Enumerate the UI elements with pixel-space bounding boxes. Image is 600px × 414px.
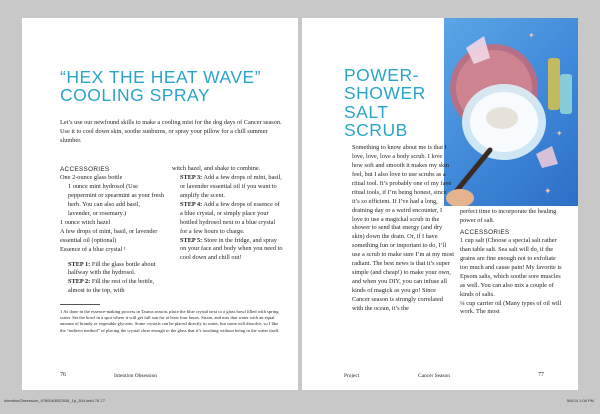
accessories-heading: ACCESSORIES (460, 228, 510, 236)
step-3 (172, 174, 284, 201)
cooling-spray-intro: Let’s use our newfound skills to make a cooling mist for the dog days of Cancer season. Use it to cool down skin, soothe sunburns, or spray your pillow for a chill summer slumber. (60, 119, 282, 145)
step-4-label: STEP 4: (180, 200, 203, 208)
step-2-label: STEP 2: (68, 278, 91, 286)
ingredient-item: 1 cup salt (Choose a special salt rather than table salt. Sea salt will do, if the grains are fine enough not to exfoliate too much and cause pain! My favorite is Epsom salts, which soothe sore muscles as well. You can also mix a couple of kinds of salts. (460, 236, 562, 298)
right-column-2 (460, 208, 564, 317)
step-3-label: STEP 3: (180, 173, 203, 181)
step-2-text: Fill the rest of the bottle, almost to the top, with (68, 278, 155, 295)
left-column-2 (172, 165, 284, 263)
right-column-1 (344, 144, 454, 314)
svg-text:✦: ✦ (556, 129, 563, 138)
ingredient-item: Essence of a blue crystal ¹ (60, 245, 126, 253)
salt-scrub-body: Something to know about me is that I love, love, love a body scrub. I love how soft and smooth it makes my skin feel, but I also love to use scrubs as a ritual tool. It’s probably one of my fave ritual tools, if I’m being honest, since it’s so efficient. If I’ve had a long, draining day or a weird encounter, I love to use a magickal scrub in the shower to send that energy (and dry skin) down the drain. Or, if I have something fun or important to do, I’ll use a scrub to make sure I’m at my most radiant. The best news is that it’s super simple (and cheap!) to make your own, and when you DIY, you can infuse all kinds of magick as you go! Since Cancer season is strongly correlated with the ocean, it’s the (352, 144, 454, 312)
step-2 (60, 278, 164, 296)
ingredient-item: 1 ounce mint hydrosol (Use peppermint or spearmint as your fresh herb. You can also add basil, lavender, or rosemary.) (68, 183, 164, 217)
step-4-text: Add a few drops of essence of a blue crystal, or simply place your bottled hydrosol next to a blue crystal for a few hours to charge. (180, 200, 280, 235)
accessories-heading: ACCESSORIES (60, 166, 110, 173)
running-foot-left: Intention Obsession (114, 373, 157, 379)
running-foot-project: Project (344, 373, 360, 379)
step-4 (172, 201, 284, 237)
step-5-text: Store in the fridge, and spray on your face and body when you need to cool down and chill out! (180, 236, 283, 262)
ingredient-item: A few drops of mint, basil, or lavender essential oil (optional) (60, 227, 158, 244)
step-2-continued: witch hazel, and shake to combine. (172, 165, 261, 172)
step-1 (60, 261, 164, 279)
svg-text:✦: ✦ (528, 31, 535, 40)
footnote: 1 As done in the essence-making process in Taurus season, place the blue crystal next to a glass bowl filled with spring water. Set the bowl in a spot where it will get full sun for at least four hours. Strain, and mix that water with an equal amount of brandy or vegetable glycerin. Some crystals can be placed directly in water, but some will dissolve, so I like the “indirect method” of placing the crystal close enough to the glass that it’s touching without being in the water itself. (60, 309, 280, 333)
page-number-right: 77 (538, 372, 544, 378)
step-1-text: Fill the glass bottle about halfway with the hydrosol. (68, 260, 156, 277)
left-page (22, 18, 298, 390)
left-column-1 (60, 165, 164, 296)
print-slug-file: IntentionObsession_9780063052536_1p_304.indd 76-77 (4, 398, 105, 403)
running-foot-season: Cancer Season (418, 373, 450, 379)
step-5-label: STEP 5: (180, 236, 203, 244)
step-5 (172, 237, 284, 264)
right-page (302, 18, 578, 390)
salt-scrub-body-continued: perfect time to incorporate the healing power of salt. (460, 208, 557, 224)
photo-illustration (444, 18, 578, 206)
salt-scrub-title: POWER-SHOWER SALT SCRUB (344, 65, 426, 141)
step-1-label: STEP 1: (68, 260, 91, 268)
print-slug-date: 5/6/24 1:06 PM (566, 398, 594, 403)
cooling-spray-title: “HEX THE HEAT WAVE” COOLING SPRAY (60, 67, 262, 106)
step-3-text: Add a few drops of mint, basil, or lavender essential oil if you want to amplify the scent. (180, 173, 282, 199)
footnote-rule (60, 304, 100, 305)
page-number-left: 76 (60, 372, 66, 378)
svg-text:✦: ✦ (544, 186, 552, 196)
ingredient-item: ¼ cup carrier oil (Many types of oil will work. The most (460, 299, 562, 316)
bath-salts-photo (444, 18, 578, 206)
ingredient-item: 1 ounce witch hazel (60, 218, 111, 226)
ingredient-item: One 2-ounce glass bottle (60, 174, 123, 182)
